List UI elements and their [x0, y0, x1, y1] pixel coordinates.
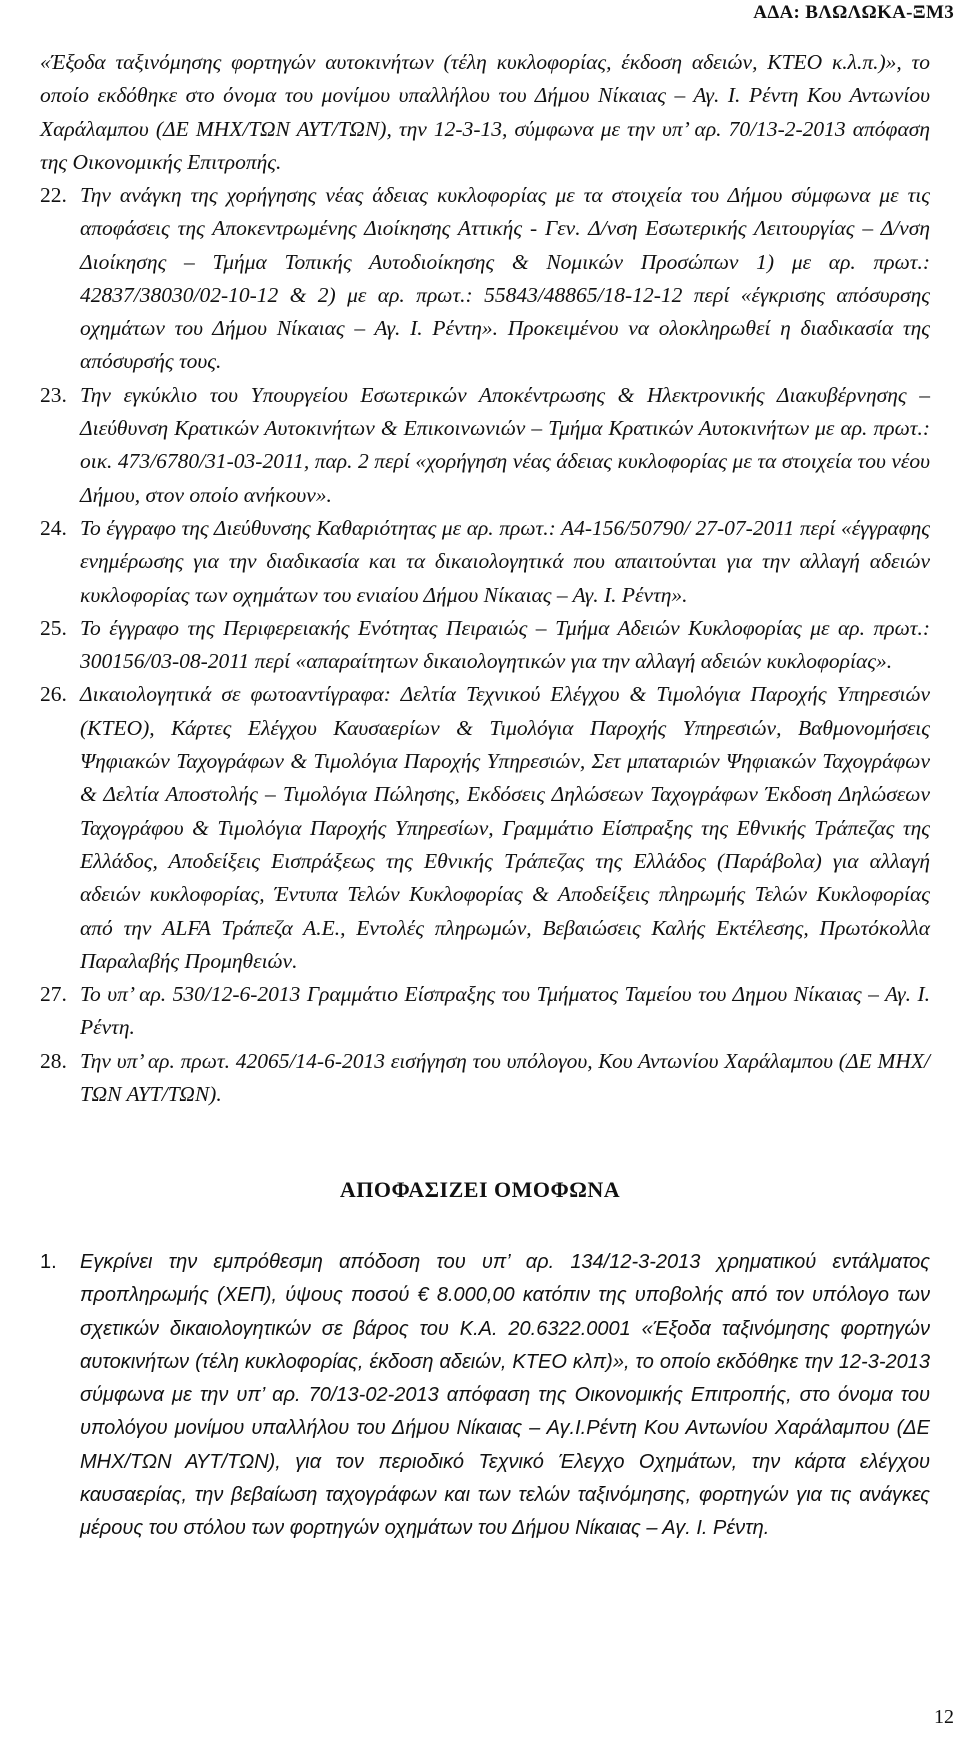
- item-number: 1.: [40, 1251, 57, 1273]
- item-text: Δικαιολογητικά σε φωτοαντίγραφα: Δελτία Τεχνικού Ελέγχου & Τιμολόγια Παροχής Υπηρεσιών (ΚΤΕΟ), Κάρτες Ελέγχου Καυσαερίων & Τιμολόγια Παροχής Υπηρεσιών, Βαθμονομήσεις Ψηφιακών Ταχογράφων & Τιμολόγια Παροχής Υπηρεσιών, Σετ μπαταριών Ψηφιακών Ταχογράφων & Δελτία Αποστολής – Τιμολόγια Πώλησης, Εκδόσεις Δηλώσεων Ταχογράφων Έκδοση Δηλώσεων Ταχογράφου & Τιμολόγια Παροχής Υπηρεσίων, Γραμμάτιο Είσπραξης της Εθνικής Τράπεζας της Ελλάδος, Αποδείξεις Εισπράξεως της Εθνικής Τράπεζας της Ελλάδος (Παράβολα) για αλλαγή αδειών κυκλοφορίας, Έντυπα Τελών Κυκλοφορίας & Αποδείξεις πληρωμής Τελών Κυκλοφορίας από την ALFA Τράπεζα Α.Ε., Εντολές πληρωμών, Βεβαιώσεις Καλής Εκτέλεσης, Πρωτόκολλα Παραλαβής Προμηθειών.: [80, 682, 930, 973]
- page-number: 12: [934, 1706, 954, 1728]
- item-text: Εγκρίνει την εμπρόθεσμη απόδοση του υπ’ αρ. 134/12-3-2013 χρηματικού εντάλματος προπληρωμής (ΧΕΠ), ύψους ποσού € 8.000,00 κατόπιν της υποβολής από τον υπόλογο των σχετικών δικαιολογητικών σε βάρος του Κ.Α. 20.6322.0001 «Έξοδα ταξινόμησης φορτηγών αυτοκινήτων (τέλη κυκλοφορίας, έκδοση αδειών, ΚΤΕΟ κλπ)», το οποίο εκδόθηκε την 12-3-2013 σύμφωνα με την υπ’ αρ. 70/13-02-2013 απόφαση της Οικονομικής Επιτροπής, στο όνομα του υπολόγου μονίμου υπαλλήλου του Δήμου Νίκαιας – Αγ.Ι.Ρέντη Κου Αντωνίου Χαράλαμπου (ΔΕ ΜΗΧ/ΤΩΝ ΑΥΤ/ΤΩΝ), για τον περιοδικό Τεχνικό Έλεγχο Οχημάτων, την κάρτα ελέγχου καυσαερίας, την βεβαίωση ταχογράφων και των τελών ταξινόμησης, φορτηγών για τις ανάγκες μέρους του στόλου των φορτηγών οχημάτων του Δήμου Νίκαιας – Αγ. Ι. Ρέντη.: [80, 1251, 930, 1540]
- item-text: Την ανάγκη της χορήγησης νέας άδειας κυκλοφορίας με τα στοιχεία του Δήμου σύμφωνα με τις αποφάσεις της Αποκεντρωμένης Διοίκησης Αττικής - Γεν. Δ/νση Εσωτερικής Λειτουργίας – Δ/νση Διοίκησης – Τμήμα Τοπικής Αυτοδιοίκησης & Νομικών Προσώπων 1) με αρ. πρωτ.: 42837/38030/02-10-12 & 2) με αρ. πρωτ.: 55843/48865/18-12-12 περί «έγκρισης απόσυρσης οχημάτων του Δήμου Νίκαιας – Αγ. Ι. Ρέντη». Προκειμένου να ολοκληρωθεί η διαδικασία της απόσυρσής τους.: [80, 183, 930, 374]
- item-number: 25.: [40, 615, 67, 640]
- list-item: [40, 1045, 930, 1112]
- ada-code: ΑΔΑ: ΒΛΩΛΩΚΑ-ΞΜ3: [753, 2, 954, 23]
- item-number: 26.: [40, 682, 67, 707]
- item-number: 28.: [40, 1048, 67, 1073]
- list-item: [40, 512, 930, 612]
- item-text: Την εγκύκλιο του Υπουργείου Εσωτερικών Αποκέντρωσης & Ηλεκτρονικής Διακυβέρνησης – Διεύθυνση Κρατικών Αυτοκινήτων & Επικοινωνιών – Τμήμα Κρατικών Αυτοκινήτων με αρ. πρωτ.: οικ. 473/6780/31-03-2011, παρ. 2 περί «χορήγηση νέας άδειας κυκλοφορίας με τα στοιχεία του νέου Δήμου, στον οποίο ανήκουν».: [80, 382, 930, 507]
- decision-list: [40, 1246, 930, 1546]
- item-text: Το έγγραφο της Περιφερειακής Ενότητας Πειραιώς – Τμήμα Αδειών Κυκλοφορίας με αρ. πρωτ.: 300156/03-08-2011 περί «απαραίτητων δικαιολογητικών για την αλλαγή αδειών κυκλοφορίας».: [80, 615, 930, 674]
- list-item: [40, 1246, 930, 1546]
- list-item: [40, 179, 930, 379]
- item-text: Το έγγραφο της Διεύθυνσης Καθαριότητας με αρ. πρωτ.: Α4-156/50790/ 27-07-2011 περί «έγγραφης ενημέρωσης για την διαδικασία και τα δικαιολογητικά που απαιτούνται για την αλλαγή αδειών κυκλοφορίας των οχημάτων του ενιαίου Δήμου Νίκαιας – Αγ. Ι. Ρέντη».: [80, 515, 930, 607]
- decision-heading: ΑΠΟΦΑΣΙΖΕΙ ΟΜΟΦΩΝΑ: [339, 1177, 621, 1202]
- item-text: Το υπ’ αρ. 530/12-6-2013 Γραμμάτιο Είσπραξης του Τμήματος Ταμείου του Δημου Νίκαιας – Αγ. Ι. Ρέντη.: [80, 982, 930, 1040]
- list-item: [40, 612, 930, 679]
- list-item: [40, 678, 930, 978]
- item-number: 27.: [40, 982, 67, 1007]
- item-text: Την υπ’ αρ. πρωτ. 42065/14-6-2013 εισήγηση του υπόλογου, Κου Αντωνίου Χαράλαμπου (ΔΕ ΜΗΧ/ΤΩΝ ΑΥΤ/ΤΩΝ).: [80, 1048, 930, 1107]
- considerations-list: [40, 179, 930, 1111]
- list-item: [40, 379, 930, 512]
- item-number: 23.: [40, 382, 67, 407]
- item-number: 22.: [40, 183, 67, 207]
- item-number: 24.: [40, 515, 67, 540]
- intro-paragraph: «Έξοδα ταξινόμησης φορτηγών αυτοκινήτων (τέλη κυκλοφορίας, έκδοση αδειών, ΚΤΕΟ κ.λ.π.)», το οποίο εκδόθηκε στο όνομα του μονίμου υπαλλήλου του Δήμου Νίκαιας – Αγ. Ι. Ρέντη Κου Αντωνίου Χαράλαμπου (ΔΕ ΜΗΧ/ΤΩΝ ΑΥΤ/ΤΩΝ), την 12-3-13, σύμφωνα με την υπ’ αρ. 70/13-2-2013 απόφαση της Οικονομικής Επιτροπής.: [40, 50, 930, 174]
- list-item: [40, 978, 930, 1045]
